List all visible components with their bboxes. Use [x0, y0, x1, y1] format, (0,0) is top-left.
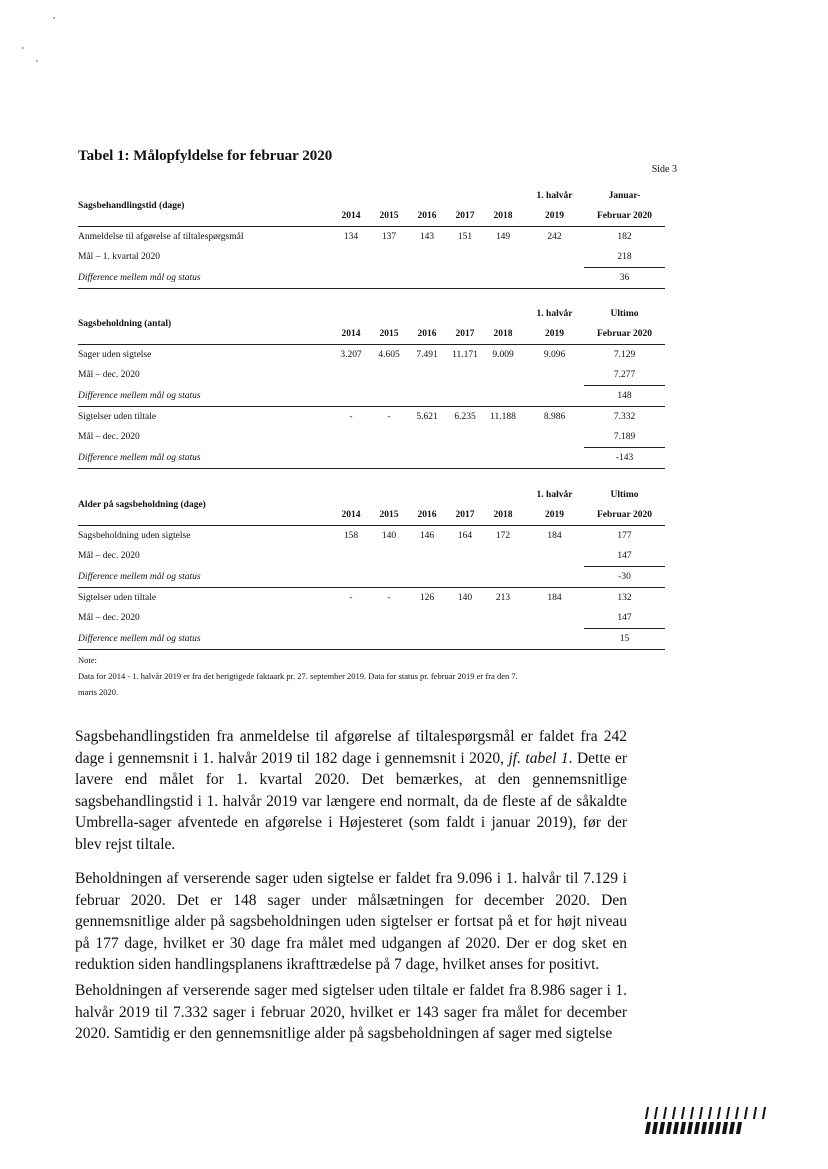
barcode-bar: [672, 1107, 676, 1119]
cell-value: [449, 427, 487, 448]
cell-value: [487, 365, 525, 386]
row-label: Sager uden sigtelse: [78, 345, 335, 366]
cell-value: 7.129: [584, 345, 665, 366]
barcode-bar: [652, 1122, 658, 1134]
cell-value: [411, 427, 449, 448]
barcode-bar: [659, 1122, 665, 1134]
cell-value: [487, 448, 525, 469]
row-label: Difference mellem mål og status: [78, 629, 335, 650]
cell-value: [373, 247, 411, 268]
barcode-bar: [717, 1107, 721, 1119]
cell-value: 182: [584, 227, 665, 248]
cell-value: 15: [584, 629, 665, 650]
table-row: [78, 546, 665, 567]
cell-value: [411, 546, 449, 567]
table-row: [78, 448, 665, 469]
cell-value: [525, 427, 584, 448]
header-half-bottom: 2019: [545, 329, 564, 339]
header-year: 2016: [417, 329, 437, 339]
cell-value: 5.621: [411, 407, 449, 428]
barcode-bar: [722, 1122, 728, 1134]
cell-value: [449, 448, 487, 469]
barcode-bar: [715, 1122, 721, 1134]
cell-value: 151: [449, 227, 487, 248]
barcode-bar: [645, 1122, 651, 1134]
header-year: 2014: [341, 211, 361, 221]
cell-value: 213: [487, 588, 525, 609]
scan-speck: [53, 17, 55, 19]
cell-value: -: [335, 407, 373, 428]
cell-value: [335, 608, 373, 629]
row-label: Mål – dec. 2020: [78, 551, 140, 562]
barcode-bar: [673, 1122, 679, 1134]
header-half-top: 1. halvår: [536, 490, 573, 500]
cell-value: [373, 567, 411, 588]
row-label: Mål – dec. 2020: [78, 432, 140, 443]
cell-value: [525, 448, 584, 469]
barcode-bar: [744, 1107, 748, 1119]
table-row: [78, 567, 665, 588]
cell-value: [411, 629, 449, 650]
header-half-bottom: 2019: [545, 510, 564, 520]
cell-value: -143: [584, 448, 665, 469]
header-year: 2014: [341, 510, 361, 520]
row-label: Mål – 1. kvartal 2020: [78, 252, 161, 263]
row-label: Mål – dec. 2020: [78, 370, 140, 381]
cell-value: [449, 629, 487, 650]
cell-value: [335, 427, 373, 448]
barcode-bar: [681, 1107, 685, 1119]
barcode-bar: [726, 1107, 730, 1119]
cell-value: 9.096: [525, 345, 584, 366]
barcode-bar: [762, 1107, 766, 1119]
row-label: Difference mellem mål og status: [78, 268, 335, 289]
table-header-label: Sagsbehandlingstid (dage): [78, 201, 185, 211]
row-label: Sigtelser uden tiltale: [78, 407, 335, 428]
paragraph-2: [75, 868, 627, 976]
cell-value: [411, 448, 449, 469]
barcode-bar: [680, 1122, 686, 1134]
header-year: 2017: [455, 211, 475, 221]
cell-value: 4.605: [373, 345, 411, 366]
cell-value: [335, 567, 373, 588]
note-line-1: Data for 2014 - 1. halvår 2019 er fra det berigtigede faktaark pr. 27. september 2019. Data for status pr. februar 2019 er fra den 7.: [78, 671, 518, 681]
cell-value: 132: [584, 588, 665, 609]
cell-value: 158: [335, 526, 373, 547]
cell-value: 126: [411, 588, 449, 609]
scan-speck: [36, 60, 38, 62]
barcode-mark: [646, 1107, 765, 1134]
cell-value: [335, 448, 373, 469]
cell-value: [487, 386, 525, 407]
cell-value: [525, 386, 584, 407]
barcode-bar: [699, 1107, 703, 1119]
header-status-bottom: Februar 2020: [597, 211, 652, 221]
header-status-top: Ultimo: [610, 309, 639, 319]
cell-value: [373, 546, 411, 567]
cell-value: [373, 629, 411, 650]
header-year: 2018: [493, 211, 513, 221]
header-year: 2016: [417, 211, 437, 221]
cell-value: 146: [411, 526, 449, 547]
cell-value: 164: [449, 526, 487, 547]
cell-value: [373, 448, 411, 469]
table-2: [78, 304, 665, 469]
cell-value: [525, 247, 584, 268]
cell-value: [525, 608, 584, 629]
row-label: Difference mellem mål og status: [78, 448, 335, 469]
row-label: Sagsbeholdning uden sigtelse: [78, 526, 335, 547]
row-label: Mål – dec. 2020: [78, 613, 140, 624]
table-row: [78, 407, 665, 428]
paragraph-1-text: Sagsbehandlingstiden fra anmeldelse til afgørelse af tiltalespørgsmål er faldet fra 242 dage i gennemsnit i 1. halvår 2019 til 182 dage i gennemsnit i 2020,: [75, 728, 627, 767]
header-year: 2017: [455, 510, 475, 520]
table-row: [78, 608, 665, 629]
header-half-top: 1. halvår: [536, 309, 573, 319]
table-row: [78, 588, 665, 609]
cell-value: -: [373, 588, 411, 609]
header-year: 2015: [379, 329, 399, 339]
cell-value: [411, 567, 449, 588]
cell-value: [525, 629, 584, 650]
paragraph-1: [75, 726, 627, 855]
header-year: 2017: [455, 329, 475, 339]
cell-value: -: [335, 588, 373, 609]
table-row: [78, 345, 665, 366]
cell-value: 184: [525, 526, 584, 547]
cell-value: 184: [525, 588, 584, 609]
table-3: [78, 485, 665, 650]
header-status-top: Januar-: [608, 191, 641, 201]
cell-value: [373, 365, 411, 386]
row-label: Anmeldelse til afgørelse af tiltalespørgsmål: [78, 227, 335, 248]
cell-value: 7.491: [411, 345, 449, 366]
cell-value: 7.277: [613, 370, 636, 380]
cell-value: 7.332: [584, 407, 665, 428]
table-row: [78, 427, 665, 448]
header-year: 2015: [379, 211, 399, 221]
header-year: 2015: [379, 510, 399, 520]
cell-value: 11.188: [487, 407, 525, 428]
header-year: 2016: [417, 510, 437, 520]
cell-value: [487, 629, 525, 650]
cell-value: [335, 546, 373, 567]
barcode-bar: [666, 1122, 672, 1134]
page-number: Side 3: [651, 164, 677, 175]
cell-value: 137: [373, 227, 411, 248]
table-row: [78, 386, 665, 407]
cell-value: 218: [617, 252, 632, 262]
table-1: [78, 186, 665, 289]
cell-value: [411, 386, 449, 407]
cell-value: [335, 365, 373, 386]
cell-value: [487, 247, 525, 268]
table-row: [78, 526, 665, 547]
cell-value: [487, 608, 525, 629]
barcode-bar: [687, 1122, 693, 1134]
table-header-label: Alder på sagsbeholdning (dage): [78, 500, 206, 510]
cell-value: [449, 386, 487, 407]
cell-value: 8.986: [525, 407, 584, 428]
cell-value: -: [373, 407, 411, 428]
cell-value: 140: [449, 588, 487, 609]
cell-value: [335, 268, 373, 289]
cell-value: [487, 546, 525, 567]
barcode-row-bottom: [646, 1122, 765, 1134]
cell-value: [449, 608, 487, 629]
row-label: Difference mellem mål og status: [78, 390, 201, 401]
cell-value: 134: [335, 227, 373, 248]
cell-value: [373, 427, 411, 448]
cell-value: [487, 268, 525, 289]
paragraph-2-text: Beholdningen af verserende sager uden sigtelse er faldet fra 9.096 i 1. halvår til 7.129 i februar 2020. Det er 148 sager under målsætningen for december 2020. Den gennemsnitlige alder på sagsbeholdningen uden sigtelser er fortsat på et for højt niveau på 177 dage, hvilket er 30 dage fra målet med udgangen af 2020. Der er dog sket en reduktion siden handlingsplanens ikrafttrædelse på 7 dage, hvilket anses for positivt.: [75, 870, 627, 973]
paragraph-3: [75, 980, 627, 1045]
table-row: [78, 268, 665, 289]
cell-value: 143: [411, 227, 449, 248]
barcode-bar: [729, 1122, 735, 1134]
barcode-bar: [645, 1107, 649, 1119]
table-header-label: Sagsbeholdning (antal): [78, 319, 172, 329]
header-status-top: Ultimo: [610, 490, 639, 500]
cell-value: 147: [617, 613, 632, 623]
row-label: Difference mellem mål og status: [78, 571, 201, 582]
cell-value: -30: [584, 567, 665, 588]
barcode-bar: [708, 1107, 712, 1119]
cell-value: 172: [487, 526, 525, 547]
cell-value: [525, 365, 584, 386]
cell-value: [411, 247, 449, 268]
table-row: [78, 247, 665, 268]
barcode-bar: [753, 1107, 757, 1119]
note-line-2: marts 2020.: [78, 687, 119, 697]
header-half-bottom: 2019: [545, 211, 564, 221]
cell-value: [487, 427, 525, 448]
header-year: 2014: [341, 329, 361, 339]
cell-value: 177: [584, 526, 665, 547]
cell-value: [411, 608, 449, 629]
barcode-row-top: [646, 1107, 765, 1119]
cell-value: 6.235: [449, 407, 487, 428]
cell-value: 3.207: [335, 345, 373, 366]
paragraph-1-tail: . Dette er lavere end målet for 1. kvartal 2020. Det bemærkes, at den gennemsnitlige sagsbehandlingstid i 1. halvår 2019 var længere end normalt, da de fleste af de såkaldte Umbrella-sager afventede en afgørelse i Højesteret (som faldt i januar 2019), før der blev rejst tiltale.: [75, 749, 628, 853]
cell-value: 148: [584, 386, 665, 407]
header-year: 2018: [493, 510, 513, 520]
cell-value: [449, 567, 487, 588]
barcode-bar: [708, 1122, 714, 1134]
cell-value: [373, 386, 411, 407]
cell-value: 140: [373, 526, 411, 547]
header-year: 2018: [493, 329, 513, 339]
barcode-bar: [690, 1107, 694, 1119]
note-label: Note:: [78, 655, 97, 665]
scan-speck: [22, 47, 24, 49]
header-status-bottom: Februar 2020: [597, 329, 652, 339]
cell-value: [525, 567, 584, 588]
barcode-bar: [663, 1107, 667, 1119]
cell-value: 9.009: [487, 345, 525, 366]
row-label: Sigtelser uden tiltale: [78, 588, 335, 609]
page-title: Tabel 1: Målopfyldelse for februar 2020: [78, 148, 333, 164]
cell-value: 7.189: [613, 432, 636, 442]
cell-value: 147: [617, 551, 632, 561]
cell-value: [449, 546, 487, 567]
barcode-bar: [735, 1107, 739, 1119]
cell-value: 36: [584, 268, 665, 289]
header-half-top: 1. halvår: [536, 191, 573, 201]
header-status-bottom: Februar 2020: [597, 510, 652, 520]
cell-value: [449, 247, 487, 268]
barcode-bar: [694, 1122, 700, 1134]
barcode-bar: [701, 1122, 707, 1134]
paragraph-1-reference: jf. tabel 1: [508, 749, 569, 767]
cell-value: [449, 365, 487, 386]
cell-value: [335, 386, 373, 407]
cell-value: [487, 567, 525, 588]
paragraph-3-text: Beholdningen af verserende sager med sigtelser uden tiltale er faldet fra 8.986 sager i 1. halvår 2019 til 7.332 sager i februar 2020, hvilket er 143 sager fra målet for december 2020. Samtidig er den gennemsnitlige alder på sagsbeholdningen af sager med sigtelse: [75, 982, 627, 1042]
cell-value: [335, 629, 373, 650]
cell-value: [525, 546, 584, 567]
table-row: [78, 629, 665, 650]
cell-value: [411, 365, 449, 386]
table-row: [78, 227, 665, 248]
cell-value: [411, 268, 449, 289]
table-note: [78, 652, 665, 700]
cell-value: [373, 268, 411, 289]
cell-value: [449, 268, 487, 289]
cell-value: 11.171: [449, 345, 487, 366]
cell-value: [373, 608, 411, 629]
barcode-bar: [654, 1107, 658, 1119]
table-row: [78, 365, 665, 386]
cell-value: 149: [487, 227, 525, 248]
barcode-bar: [736, 1122, 742, 1134]
cell-value: [335, 247, 373, 268]
cell-value: [525, 268, 584, 289]
cell-value: 242: [525, 227, 584, 248]
